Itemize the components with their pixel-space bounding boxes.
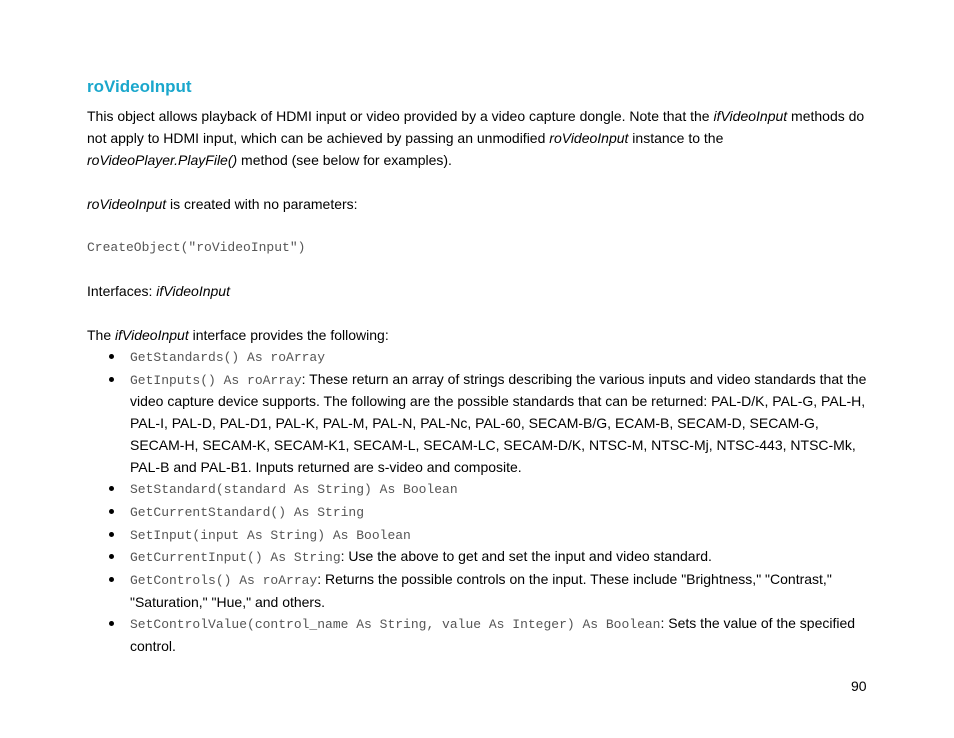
method-signature: SetControlValue(control_name As String, value As Integer) As Boolean xyxy=(130,617,661,633)
interfaces-name: ifVideoInput xyxy=(156,283,230,299)
intro-text-4: method (see below for examples). xyxy=(237,152,452,168)
list-item xyxy=(87,501,867,524)
list-item xyxy=(87,524,867,547)
document-page xyxy=(87,74,867,658)
section-title: roVideoInput xyxy=(87,77,192,96)
method-signature: SetInput(input As String) As Boolean xyxy=(130,527,411,543)
method-description: : Sets the value of the specified control. xyxy=(130,615,856,655)
interfaces-label: Interfaces: xyxy=(87,283,157,299)
method-signature: SetStandard(standard As String) As Boolean xyxy=(130,482,458,498)
created-paragraph xyxy=(87,193,867,215)
provides-text-2: interface provides the following: xyxy=(188,327,389,343)
provides-italic: ifVideoInput xyxy=(115,327,189,343)
list-item xyxy=(87,569,867,613)
intro-italic-3: roVideoPlayer.PlayFile() xyxy=(87,152,238,168)
page-number: 90 xyxy=(851,678,867,694)
intro-text-3: instance to the xyxy=(628,130,724,146)
method-description: : These return an array of strings describing the various inputs and video standards that the video capture device supports. The following are the possible standards that can be returned: PAL-D/K, PAL-G, PAL-H, PAL-I, PAL-D, PAL-D1, PAL-K, PAL-M, PAL-N, PAL-Nc, PAL-60, SECAM-B/G, ECAM-B, SECAM-D, SECAM-G, SECAM-H, SECAM-K, SECAM-K1, SECAM-L, SECAM-LC, SECAM-D/K, NTSC-M, NTSC-Mj, NTSC-443, NTSC-Mk, PAL-B and PAL-B1. Inputs returned are s-video and composite. xyxy=(130,370,867,475)
interfaces-line xyxy=(87,280,867,302)
created-text: is created with no parameters: xyxy=(166,196,358,212)
provides-text-1: The xyxy=(87,327,116,343)
code-sample: CreateObject("roVideoInput") xyxy=(87,240,306,255)
created-italic: roVideoInput xyxy=(87,196,167,212)
intro-italic-1: ifVideoInput xyxy=(713,108,788,124)
intro-text-1: This object allows playback of HDMI input or video provided by a video capture dongle. Note that the xyxy=(87,108,714,124)
list-item xyxy=(87,546,867,569)
list-item xyxy=(87,613,867,657)
list-item xyxy=(87,478,867,501)
method-description: : Use the above to get and set the input and video standard. xyxy=(340,548,712,565)
intro-text-2: methods do not apply to HDMI input, which can be achieved by passing an unmodified xyxy=(87,108,865,146)
provides-paragraph xyxy=(87,324,867,346)
method-description: : Returns the possible controls on the input. These include "Brightness," "Contrast," "Saturation," "Hue," and others. xyxy=(130,571,832,610)
intro-italic-2: roVideoInput xyxy=(549,130,629,146)
method-list xyxy=(87,346,867,658)
method-signature: GetInputs() As roArray xyxy=(130,372,302,388)
method-signature: GetControls() As roArray xyxy=(130,573,318,589)
method-signature: GetStandards() As roArray xyxy=(130,350,326,365)
list-item xyxy=(87,346,867,369)
list-item xyxy=(87,369,867,479)
method-signature: GetCurrentStandard() As String xyxy=(130,504,365,520)
intro-paragraph xyxy=(87,105,867,171)
method-signature: GetCurrentInput() As String xyxy=(130,550,341,566)
